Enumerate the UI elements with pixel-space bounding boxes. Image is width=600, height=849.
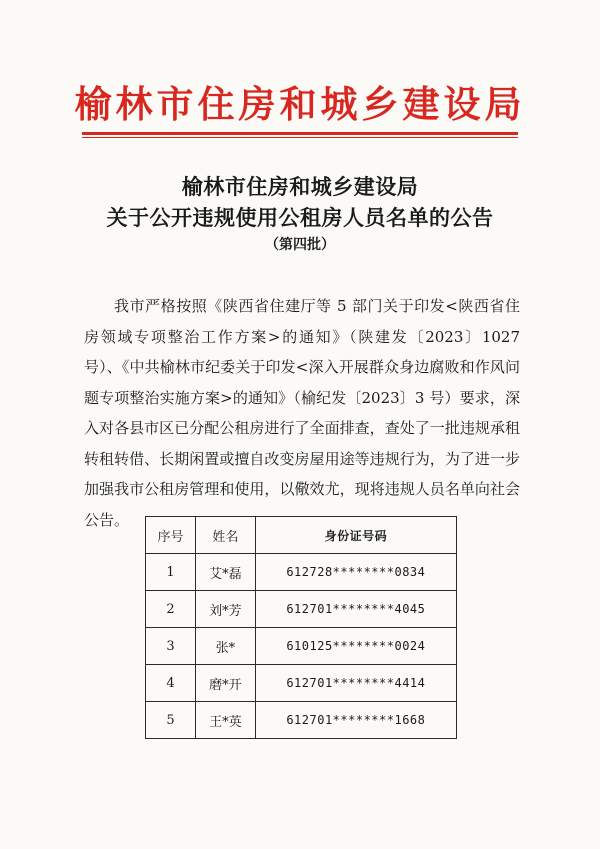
table-row [146,628,457,665]
table-row [146,702,457,739]
table-header-row [146,517,457,554]
cell-id-number: 610125********0024 [255,628,456,665]
cell-id-number: 612701********1668 [255,702,456,739]
violator-table [145,516,457,739]
batch-label: （第四批） [265,237,335,253]
header-id-number: 身份证号码 [255,517,456,554]
cell-name: 王*英 [195,702,255,739]
cell-name: 艾*磊 [195,554,255,591]
cell-name: 磨*开 [195,665,255,702]
cell-name: 张* [195,628,255,665]
notice-title-line-2: 关于公开违规使用公租房人员名单的公告 [106,205,494,230]
cell-serial: 1 [146,554,196,591]
letterhead-rule-thin [82,137,518,138]
cell-name: 刘*芳 [195,591,255,628]
header-name: 姓名 [195,517,255,554]
table-row [146,591,457,628]
letterhead-title: 榆林市住房和城乡建设局 [74,82,526,126]
table-row [146,554,457,591]
cell-serial: 5 [146,702,196,739]
cell-serial: 4 [146,665,196,702]
header-serial: 序号 [146,517,196,554]
letterhead-rule-thick [82,132,518,135]
table-row [146,665,457,702]
cell-serial: 3 [146,628,196,665]
cell-id-number: 612701********4414 [255,665,456,702]
cell-id-number: 612701********4045 [255,591,456,628]
notice-title-line-1: 榆林市住房和城乡建设局 [181,174,419,199]
cell-serial: 2 [146,591,196,628]
notice-body: 我市严格按照《陕西省住建厅等 5 部门关于印发<陕西省住房领域专项整治工作方案>的通知》（陕建发〔2023〕1027 号）、《中共榆林市纪委关于印发<深入开展群众身边腐败和作风问题专项整治实施方案>的通知》（榆纪发〔2023〕3 号）要求，深入对各县市区已分配公租房进行了全面排查，查处了一批违规承租转租转借、长期闲置或擅自改变房屋用途等违规行为，为了进一步加强我市公租房管理和使用，以儆效尤，现将违规人员名单向社会公告。 [84,297,520,529]
cell-id-number: 612728********0834 [255,554,456,591]
